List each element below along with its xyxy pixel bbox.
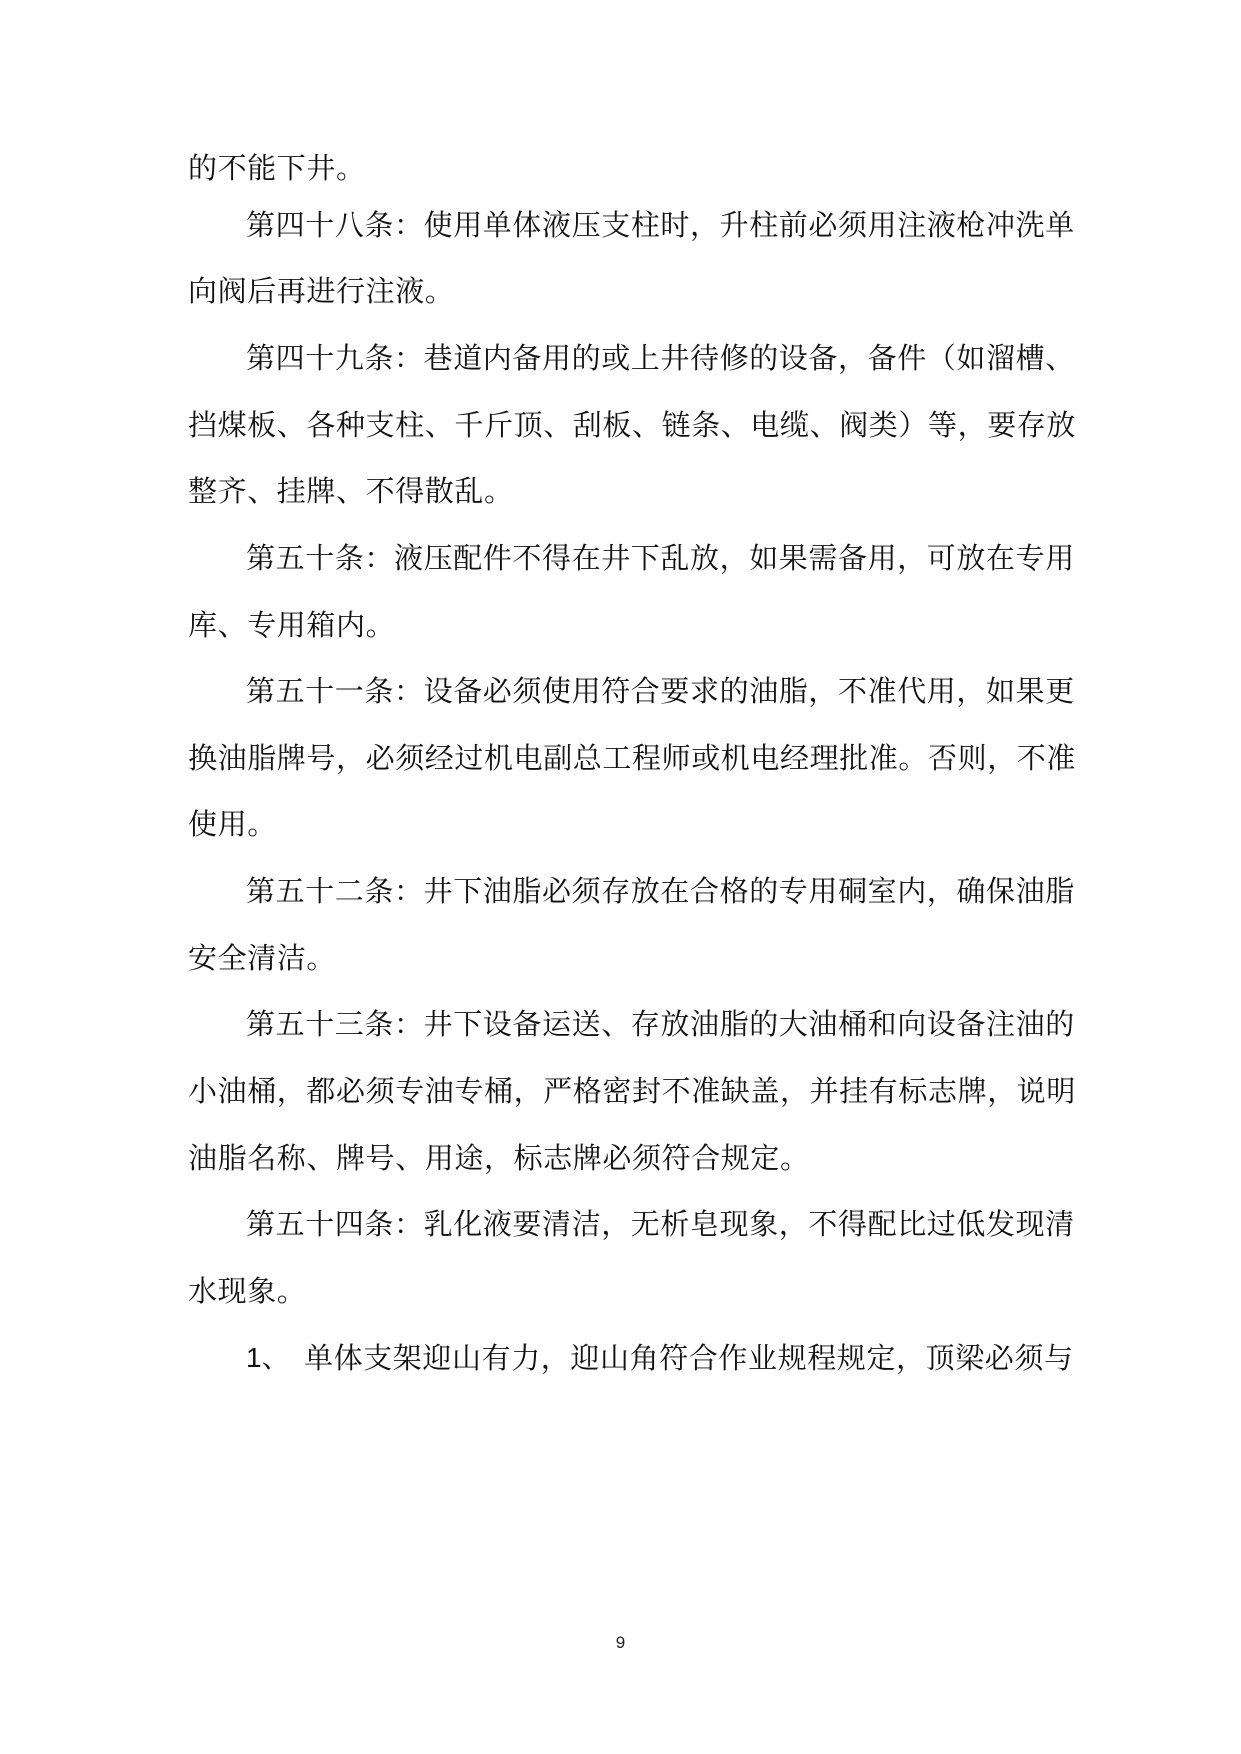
article-50-line-1: 第五十条：液压配件不得在井下乱放，如果需备用，可放在专用	[246, 541, 1075, 575]
article-49-line-3: 整齐、挂牌、不得散乱。	[188, 474, 514, 508]
article-49-line-1: 第四十九条：巷道内备用的或上井待修的设备，备件（如溜槽、	[246, 341, 1075, 375]
article-50-line-2: 库、专用箱内。	[188, 608, 396, 642]
article-51-line-3: 使用。	[188, 807, 277, 841]
article-54-line-2: 水现象。	[188, 1274, 307, 1308]
article-49-line-2: 挡煤板、各种支柱、千斤顶、刮板、链条、电缆、阀类）等，要存放	[188, 408, 1077, 442]
list-item-text: 单体支架迎山有力，迎山角符合作业规程规定，顶梁必须与	[304, 1341, 1074, 1375]
article-53-line-3: 油脂名称、牌号、用途，标志牌必须符合规定。	[188, 1141, 810, 1175]
article-52-line-1: 第五十二条：井下油脂必须存放在合格的专用硐室内，确保油脂	[246, 874, 1075, 908]
article-51-line-2: 换油脂牌号，必须经过机电副总工程师或机电经理批准。否则，不准	[188, 741, 1077, 775]
article-52-line-2: 安全清洁。	[188, 941, 337, 975]
article-48-line-1: 第四十八条：使用单体液压支柱时，升柱前必须用注液枪冲洗单	[246, 208, 1075, 242]
article-48-line-2: 向阀后再进行注液。	[188, 274, 455, 308]
list-item-number: 1、	[246, 1342, 290, 1373]
page-number: 9	[615, 1633, 626, 1652]
text-line: 的不能下井。	[188, 151, 366, 185]
article-53-line-1: 第五十三条：井下设备运送、存放油脂的大油桶和向设备注油的	[246, 1007, 1075, 1041]
article-53-line-2: 小油桶，都必须专油专桶，严格密封不准缺盖，并挂有标志牌，说明	[188, 1074, 1077, 1108]
article-54-line-1: 第五十四条：乳化液要清洁，无析皂现象，不得配比过低发现清	[246, 1207, 1075, 1241]
article-51-line-1: 第五十一条：设备必须使用符合要求的油脂，不准代用，如果更	[246, 674, 1075, 708]
